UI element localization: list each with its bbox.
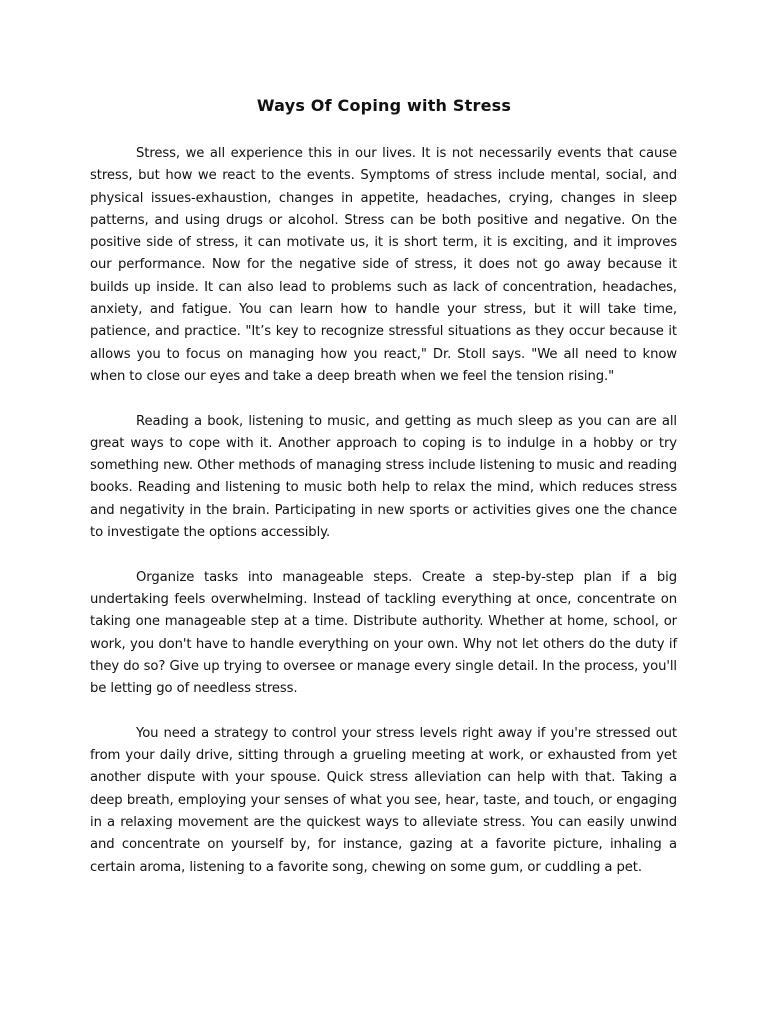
paragraph-3: Organize tasks into manageable steps. Create a step-by-step plan if a big undertaking feels overwhelming. Instead of tackling everything at once, concentrate on taking one manageable step at a time. Distribute authority. Whether at home, school, or work, you don't have to handle everything on your own. Why not let others do the duty if they do so? Give up trying to oversee or manage every single detail. In the process, you'll be letting go of needless stress. [90, 569, 677, 697]
paragraph-2: Reading a book, listening to music, and getting as much sleep as you can are all great ways to cope with it. Another approach to coping is to indulge in a hobby or try something new. Other methods of managing stress include listening to music and reading books. Reading and listening to music both help to relax the mind, which reduces stress and negativity in the brain. Participating in new sports or activities gives one the chance to investigate the options accessibly. [90, 413, 677, 541]
document-body [90, 143, 677, 879]
paragraph-1: Stress, we all experience this in our lives. It is not necessarily events that cause stress, but how we react to the events. Symptoms of stress include mental, social, and physical issues-exhaustion, changes in appetite, headaches, crying, changes in sleep patterns, and using drugs or alcohol. Stress can be both positive and negative. On the positive side of stress, it can motivate us, it is short term, it is exciting, and it improves our performance. Now for the negative side of stress, it does not go away because it builds up inside. It can also lead to problems such as lack of concentration, headaches, anxiety, and fatigue. You can learn how to handle your stress, but it will take time, patience, and practice. "It’s key to recognize stressful situations as they occur because it allows you to focus on managing how you react," Dr. Stoll says. "We all need to know when to close our eyes and take a deep breath when we feel the tension rising." [90, 146, 677, 384]
paragraph-4: You need a strategy to control your stress levels right away if you're stressed out from your daily drive, sitting through a grueling meeting at work, or exhausted from yet another dispute with your spouse. Quick stress alleviation can help with that. Taking a deep breath, employing your senses of what you see, hear, taste, and touch, or engaging in a relaxing movement are the quickest ways to alleviate stress. You can easily unwind and concentrate on yourself by, for instance, gazing at a favorite picture, inhaling a certain aroma, listening to a favorite song, chewing on some gum, or cuddling a pet. [90, 725, 677, 875]
document-title: Ways Of Coping with Stress [256, 96, 512, 115]
